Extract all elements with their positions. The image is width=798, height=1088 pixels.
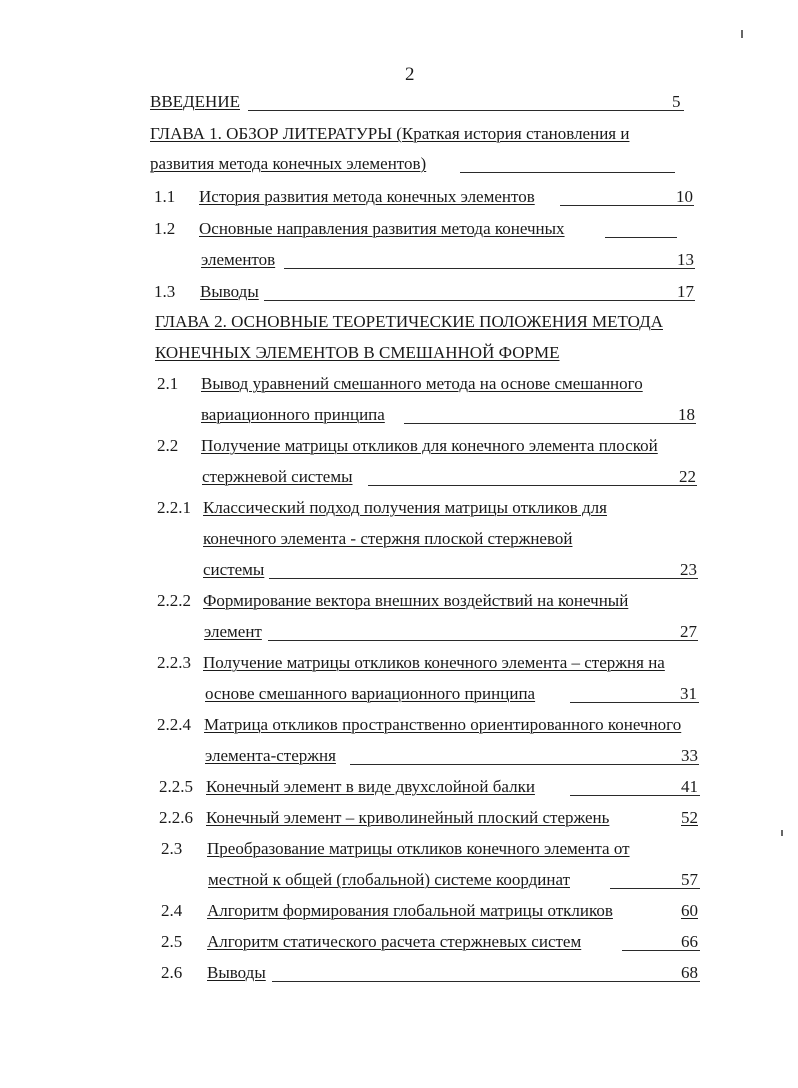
toc-2-2-line1: Получение матрицы откликов для конечного элемента плоской: [201, 436, 658, 455]
toc-2-2-1-line1: Классический подход получения матрицы откликов для: [203, 498, 607, 517]
toc-2-2-3-line2: основе смешанного вариационного принципа: [205, 684, 536, 703]
toc-2-1-num: 2.1: [157, 374, 179, 393]
toc-2-1-leader: [404, 423, 696, 424]
toc-2-2-3-line1: Получение матрицы откликов конечного элемента – стержня на: [203, 653, 665, 672]
toc-2-1-line2: вариационного принципа: [201, 405, 385, 424]
toc-2-4-page: 60: [681, 901, 698, 920]
toc-2-2-leader: [368, 485, 697, 486]
toc-2-4-num: 2.4: [161, 901, 183, 920]
toc-2-3-num: 2.3: [161, 839, 183, 858]
toc-2-4-title: Алгоритм формирования глобальной матрицы откликов: [207, 901, 613, 920]
toc-2-2-1-line3: системы: [203, 560, 265, 579]
toc-2-2-1-num: 2.2.1: [157, 498, 191, 517]
scan-speck-right: [781, 830, 783, 836]
toc-2-6-leader: [272, 981, 700, 982]
toc-1-3-num: 1.3: [154, 282, 176, 301]
toc-chapter1-leader: [460, 172, 675, 173]
toc-chapter1-line2: развития метода конечных элементов): [150, 154, 427, 173]
toc-1-3-page: 17: [677, 282, 694, 301]
toc-2-2-6-num: 2.2.6: [159, 808, 193, 827]
toc-1-1-page: 10: [676, 187, 693, 206]
toc-2-6-title: Выводы: [207, 963, 266, 982]
toc-2-2-1-line2: конечного элемента - стержня плоской стержневой: [203, 529, 573, 548]
toc-2-5-num: 2.5: [161, 932, 183, 951]
toc-chapter1-line1: ГЛАВА 1. ОБЗОР ЛИТЕРАТУРЫ (Краткая история становления и: [150, 124, 630, 143]
toc-1-1-title: История развития метода конечных элементов: [199, 187, 535, 206]
toc-2-2-4-line1: Матрица откликов пространственно ориентированного конечного: [204, 715, 682, 734]
toc-2-2-6-title: Конечный элемент – криволинейный плоский стержень: [206, 808, 610, 827]
scan-speck-top: [741, 30, 743, 38]
toc-2-2-4-leader: [350, 764, 699, 765]
toc-2-2-num: 2.2: [157, 436, 179, 455]
toc-1-3-leader: [264, 300, 695, 301]
toc-2-1-line1: Вывод уравнений смешанного метода на основе смешанного: [201, 374, 643, 393]
toc-chapter2-line1: ГЛАВА 2. ОСНОВНЫЕ ТЕОРЕТИЧЕСКИЕ ПОЛОЖЕНИЯ МЕТОДА: [155, 312, 663, 331]
toc-2-2-5-title: Конечный элемент в виде двухслойной балки: [206, 777, 535, 796]
toc-2-2-2-line2: элемент: [204, 622, 262, 641]
toc-2-2-5-num: 2.2.5: [159, 777, 193, 796]
toc-2-6-num: 2.6: [161, 963, 183, 982]
toc-2-2-3-num: 2.2.3: [157, 653, 191, 672]
toc-2-2-2-page: 27: [680, 622, 697, 641]
toc-1-2-leader1: [605, 237, 677, 238]
toc-2-1-page: 18: [678, 405, 695, 424]
toc-2-2-4-line2: элемента-стержня: [205, 746, 336, 765]
toc-1-1-num: 1.1: [154, 187, 176, 206]
toc-2-6-page: 68: [681, 963, 698, 982]
toc-2-3-line1: Преобразование матрицы откликов конечного элемента от: [207, 839, 630, 858]
toc-intro-leader: [248, 110, 684, 111]
toc-2-2-5-page: 41: [681, 777, 698, 796]
toc-2-2-2-line1: Формирование вектора внешних воздействий на конечный: [203, 591, 629, 610]
page-number: 2: [405, 64, 415, 85]
toc-1-1-leader: [560, 205, 694, 206]
toc-2-2-6-page: 52: [681, 808, 698, 827]
toc-2-5-title: Алгоритм статического расчета стержневых систем: [207, 932, 582, 951]
toc-chapter2-line2: КОНЕЧНЫХ ЭЛЕМЕНТОВ В СМЕШАННОЙ ФОРМЕ: [155, 343, 560, 362]
toc-2-2-1-leader: [269, 578, 698, 579]
toc-2-2-1-page: 23: [680, 560, 697, 579]
toc-2-2-2-leader: [268, 640, 698, 641]
toc-2-2-line2: стержневой системы: [202, 467, 353, 486]
toc-1-2-line2: элементов: [201, 250, 276, 269]
toc-intro-title: ВВЕДЕНИЕ: [150, 92, 240, 111]
toc-1-3-title: Выводы: [200, 282, 259, 301]
toc-2-2-3-page: 31: [680, 684, 697, 703]
toc-2-2-4-num: 2.2.4: [157, 715, 191, 734]
toc-2-3-page: 57: [681, 870, 698, 889]
toc-1-2-line1: Основные направления развития метода конечных: [199, 219, 565, 238]
toc-2-2-page: 22: [679, 467, 696, 486]
toc-2-5-page: 66: [681, 932, 698, 951]
toc-intro-page: 5: [672, 92, 681, 111]
toc-1-2-num: 1.2: [154, 219, 176, 238]
toc-1-2-leader2: [284, 268, 695, 269]
toc-2-2-4-page: 33: [681, 746, 698, 765]
toc-2-2-2-num: 2.2.2: [157, 591, 191, 610]
toc-2-3-line2: местной к общей (глобальной) системе координат: [208, 870, 570, 889]
toc-1-2-page: 13: [677, 250, 694, 269]
